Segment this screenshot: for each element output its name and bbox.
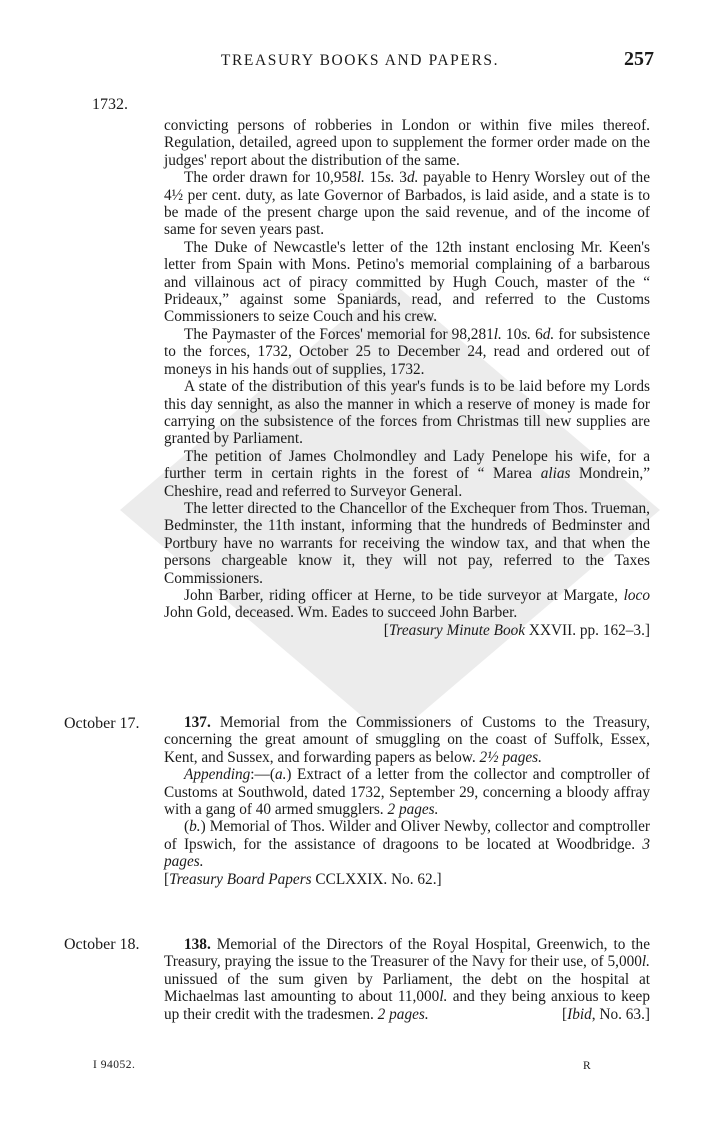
- entry-block-137: [164, 714, 650, 888]
- paragraph: 138. Memorial of the Directors of the Royal Hospital, Greenwich, to the Treasury, praying the issue to the Treasurer of the Navy for their use, of 5,000l. unissued of the sum given by Parliament, the debt on the hospital at Michaelmas last amounting to about 11,000l. and they being anxious to keep up their credit with the tradesmen. 2 pages. [Ibid, No. 63.]: [164, 936, 650, 1023]
- paragraph: A state of the distribution of this year's funds is to be laid before my Lords this day sennight, as also the manner in which a reserve of money is made for carrying on the subsistence of the forces from Christmas till new supplies are granted by Parliament.: [164, 378, 650, 448]
- page-header: [0, 46, 720, 76]
- citation: [Treasury Minute Book XXVII. pp. 162–3.]: [383, 621, 650, 639]
- paragraph: The Duke of Newcastle's letter of the 12th instant enclosing Mr. Keen's letter from Spain with Mons. Petino's memorial complaining of a barbarous and villainous act of piracy committed by Hugh Couch, master of the “ Prideaux,” against some Spaniards, read, and referred to the Customs Commissioners to seize Couch and his crew.: [164, 238, 650, 326]
- date-margin-label: October 17.: [64, 715, 140, 732]
- paragraph: Appending:—(a.) Extract of a letter from the collector and comptroller of Customs at Southwold, dated 1732, September 29, concerning a bloody affray with a gang of 40 armed smugglers. 2 pages.: [164, 766, 650, 819]
- year-margin-label: 1732.: [92, 96, 128, 113]
- item-number: 137.: [184, 714, 211, 731]
- entry-block-1732: [164, 117, 650, 639]
- item-number: 138.: [184, 936, 211, 953]
- page-footer: [0, 1059, 720, 1089]
- paragraph: convicting persons of robberies in London or within five miles thereof. Regulation, detailed, agreed upon to supplement the former order made on the judges' report about the distribution of the same.: [164, 117, 650, 169]
- page-number: 257: [624, 48, 654, 70]
- printer-signature: I 94052.: [93, 1059, 136, 1071]
- signature-letter: R: [583, 1060, 591, 1072]
- date-margin-label: October 18.: [64, 936, 140, 953]
- citation: [Treasury Board Papers CCLXXIX. No. 62.]: [164, 870, 442, 888]
- paragraph: The petition of James Cholmondley and Lady Penelope his wife, for a further term in certain rights in the forest of “ Marea alias Mondrein,” Cheshire, read and referred to Surveyor General.: [164, 447, 650, 500]
- paragraph: The letter directed to the Chancellor of the Exchequer from Thos. Trueman, Bedminster, the 11th instant, informing that the hundreds of Bedminster and Portbury have no warrants for receiving the window tax, and that when the persons chargeable know it, they will not pay, referred to the Taxes Commissioners.: [164, 499, 650, 587]
- paragraph: (b.) Memorial of Thos. Wilder and Oliver Newby, collector and comptroller of Ipswich, for the assistance of dragoons to be located at Woodbridge. 3 pages.: [164, 818, 650, 871]
- paragraph: John Barber, riding officer at Herne, to be tide surveyor at Margate, loco John Gold, deceased. Wm. Eades to succeed John Barber. [Treasury Minute Book XXVII. pp. 162–3.]: [164, 586, 650, 639]
- paragraph: The Paymaster of the Forces' memorial for 98,281l. 10s. 6d. for subsistence to the forces, 1732, October 25 to December 24, read and ordered out of moneys in his hands out of supplies, 1732.: [164, 325, 650, 378]
- paragraph: 137. Memorial from the Commissioners of Customs to the Treasury, concerning the great amount of smuggling on the coast of Suffolk, Essex, Kent, and Sussex, and forwarding papers as below. 2½ pages.: [164, 714, 650, 766]
- citation: [Ibid, No. 63.]: [562, 1005, 650, 1023]
- running-head: TREASURY BOOKS AND PAPERS.: [220, 52, 500, 69]
- paragraph: The order drawn for 10,958l. 15s. 3d. payable to Henry Worsley out of the 4½ per cent. duty, as late Governor of Barbados, is laid aside, and a state is to be made of the present charge upon the said revenue, and of the income of same for seven years past.: [164, 169, 650, 239]
- entry-block-138: [164, 936, 650, 1023]
